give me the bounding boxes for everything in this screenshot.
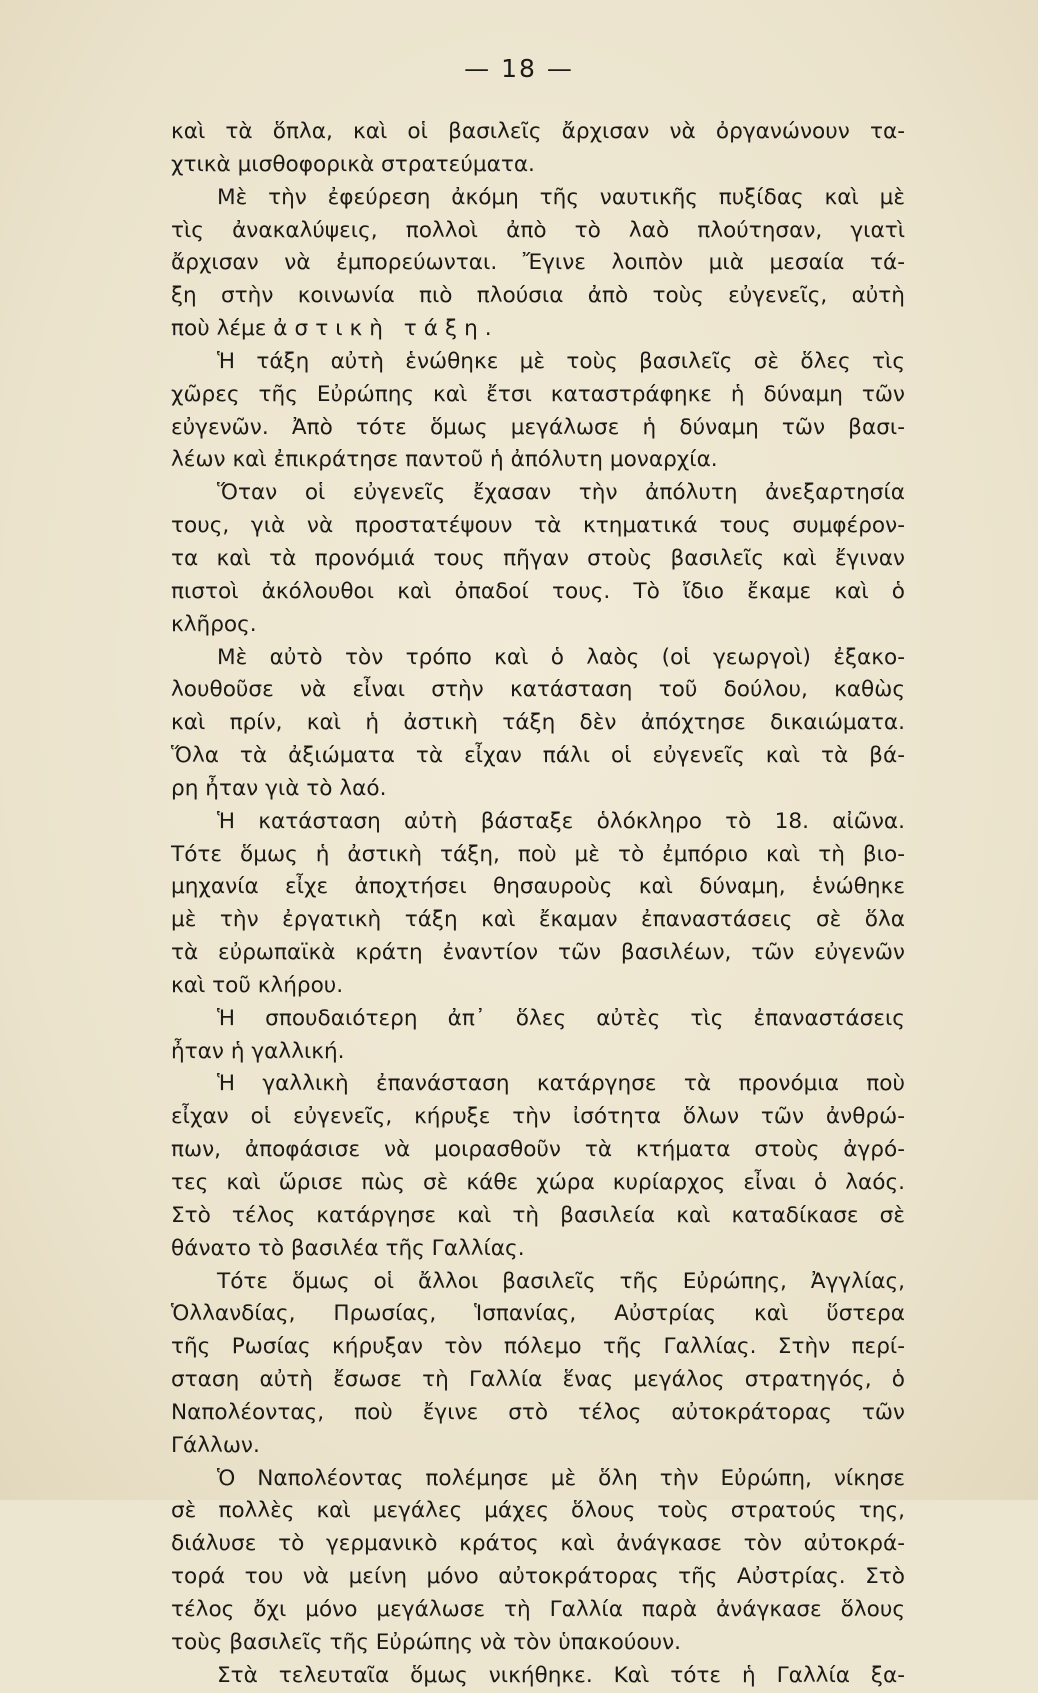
text-line: ἦταν ἡ γαλλική.: [171, 1038, 345, 1064]
text-line: τες καὶ ὥρισε πὼς σὲ κάθε χώρα κυρίαρχος εἶναι ὁ λαός.: [171, 1170, 905, 1195]
text-line: τὰ εὐρωπαϊκὰ κράτη ἐναντίον τῶν βασιλέων, τῶν εὐγενῶν: [171, 940, 905, 966]
text-line: Ἡ τάξη αὐτὴ ἑνώθηκε μὲ τοὺς βασιλεῖς σὲ ὅλες τὶς: [217, 348, 905, 374]
text-line: χτικὰ μισθοφορικὰ στρατεύματα.: [171, 151, 535, 177]
text-line: κλῆρος.: [171, 611, 257, 637]
text-line: τοὺς βασιλεῖς τῆς Εὐρώπης νὰ τὸν ὑπακούουν.: [171, 1629, 682, 1655]
text-line: τους, γιὰ νὰ προστατέψουν τὰ κτηματικά τους συμφέρον-: [171, 513, 905, 539]
text-line: θάνατο τὸ βασιλέα τῆς Γαλλίας.: [171, 1235, 525, 1261]
text-line: πιστοὶ ἀκόλουθοι καὶ ὀπαδοί τους. Τὸ ἴδιο ἔκαμε καὶ ὁ: [171, 578, 905, 604]
text-line: διάλυσε τὸ γερμανικὸ κράτος καὶ ἀνάγκασε τὸν αὐτοκρά-: [171, 1531, 905, 1557]
emphasized-term: ἀστικὴ τάξη: [273, 316, 485, 342]
text-line: λουθοῦσε νὰ εἶναι στὴν κατάσταση τοῦ δούλου, καθὼς: [171, 677, 905, 703]
page-number: — 18 —: [464, 54, 574, 83]
text-line: πων, ἀποφάσισε νὰ μοιρασθοῦν τὰ κτήματα στοὺς ἀγρό-: [171, 1137, 905, 1163]
text-line: Τότε ὅμως οἱ ἄλλοι βασιλεῖς τῆς Εὐρώπης, Ἀγγλίας,: [217, 1268, 905, 1294]
text-line: Τότε ὅμως ἡ ἀστικὴ τάξη, ποὺ μὲ τὸ ἐμπόριο καὶ τὴ βιο-: [171, 841, 905, 867]
text-line: καὶ πρίν, καὶ ἡ ἀστικὴ τάξη δὲν ἀπόχτησε δικαιώματα.: [171, 710, 905, 736]
body-text: [171, 116, 905, 1693]
text-line: Μὲ τὴν ἐφεύρεση ἀκόμη τῆς ναυτικῆς πυξίδας καὶ μὲ: [217, 184, 905, 210]
text-line: ρη ἦταν γιὰ τὸ λαό.: [171, 775, 387, 801]
text-line: Ἡ σπουδαιότερη ἀπ᾽ ὅλες αὐτὲς τὶς ἐπαναστάσεις: [217, 1005, 905, 1031]
text-line: ξη στὴν κοινωνία πιὸ πλούσια ἀπὸ τοὺς εὐγενεῖς, αὐτὴ: [171, 283, 905, 309]
text-line: Στὸ τέλος κατάργησε καὶ τὴ βασιλεία καὶ καταδίκασε σὲ: [171, 1202, 905, 1228]
text-line: καὶ τοῦ κλήρου.: [171, 972, 344, 998]
text-line: καὶ τὰ ὅπλα, καὶ οἱ βασιλεῖς ἄρχισαν νὰ ὀργανώνουν τα-: [171, 119, 905, 144]
text-line: σὲ πολλὲς καὶ μεγάλες μάχες ὅλους τοὺς στρατούς της,: [171, 1498, 905, 1524]
text-line: τορά του νὰ μείνη μόνο αὐτοκράτορας τῆς Αὐστρίας. Στὸ: [171, 1564, 905, 1590]
text-line: Ὁλλανδίας, Πρωσίας, Ἱσπανίας, Αὐστρίας καὶ ὕστερα: [171, 1301, 905, 1327]
text-line: μηχανία εἶχε ἀποχτήσει θησαυροὺς καὶ δύναμη, ἑνώθηκε: [171, 874, 905, 900]
text-line: τέλος ὄχι μόνο μεγάλωσε τὴ Γαλλία παρὰ ἀνάγκασε ὅλους: [171, 1596, 905, 1622]
text-line: Ὅταν οἱ εὐγενεῖς ἔχασαν τὴν ἀπόλυτη ἀνεξαρτησία: [217, 480, 905, 506]
text-line: τα καὶ τὰ προνόμιά τους πῆγαν στοὺς βασιλεῖς καὶ ἔγιναν: [171, 545, 905, 571]
text-line: σταση αὐτὴ ἔσωσε τὴ Γαλλία ἕνας μεγάλος στρατηγός, ὁ: [171, 1367, 905, 1393]
text-line: τῆς Ρωσίας κήρυξαν τὸν πόλεμο τῆς Γαλλίας. Στὴν περί-: [171, 1334, 905, 1360]
text-line: Ἡ γαλλικὴ ἐπανάσταση κατάργησε τὰ προνόμια ποὺ: [217, 1071, 905, 1097]
text-line: μὲ τὴν ἐργατικὴ τάξη καὶ ἔκαμαν ἐπαναστάσεις σὲ ὅλα: [171, 907, 905, 933]
text-line: ἄρχισαν νὰ ἐμπορεύωνται. Ἔγινε λοιπὸν μιὰ μεσαία τά-: [171, 250, 905, 276]
text-line: Ὅλα τὰ ἀξιώματα τὰ εἶχαν πάλι οἱ εὐγενεῖς καὶ τὰ βά-: [171, 743, 905, 769]
text-line: λέων καὶ ἐπικράτησε παντοῦ ἡ ἀπόλυτη μοναρχία.: [171, 447, 718, 473]
text-line: τὶς ἀνακαλύψεις, πολλοὶ ἀπὸ τὸ λαὸ πλούτησαν, γιατὶ: [171, 217, 905, 243]
text-line: Ναπολέοντας, ποὺ ἔγινε στὸ τέλος αὐτοκράτορας τῶν: [171, 1399, 905, 1425]
text-line: Στὰ τελευταῖα ὅμως νικήθηκε. Καὶ τότε ἡ Γαλλία ξα-: [217, 1662, 905, 1688]
text-line: Ἡ κατάσταση αὐτὴ βάσταξε ὁλόκληρο τὸ 18. αἰῶνα.: [217, 808, 905, 834]
text-line: χῶρες τῆς Εὐρώπης καὶ ἔτσι καταστράφηκε ἡ δύναμη τῶν: [171, 381, 905, 407]
text-line: Γάλλων.: [171, 1432, 260, 1458]
text-line: Ὁ Ναπολέοντας πολέμησε μὲ ὅλη τὴν Εὐρώπη, νίκησε: [217, 1465, 905, 1491]
text-line: εὐγενῶν. Ἀπὸ τότε ὅμως μεγάλωσε ἡ δύναμη τῶν βασι-: [171, 414, 905, 440]
text-line: εἶχαν οἱ εὐγενεῖς, κήρυξε τὴν ἰσότητα ὅλων τῶν ἀνθρώ-: [171, 1104, 905, 1130]
text-line: Μὲ αὐτὸ τὸν τρόπο καὶ ὁ λαὸς (οἱ γεωργοὶ) ἐξακο-: [217, 644, 905, 670]
text-line: ποὺ λέμε ἀστικὴ τάξη.: [171, 316, 492, 342]
